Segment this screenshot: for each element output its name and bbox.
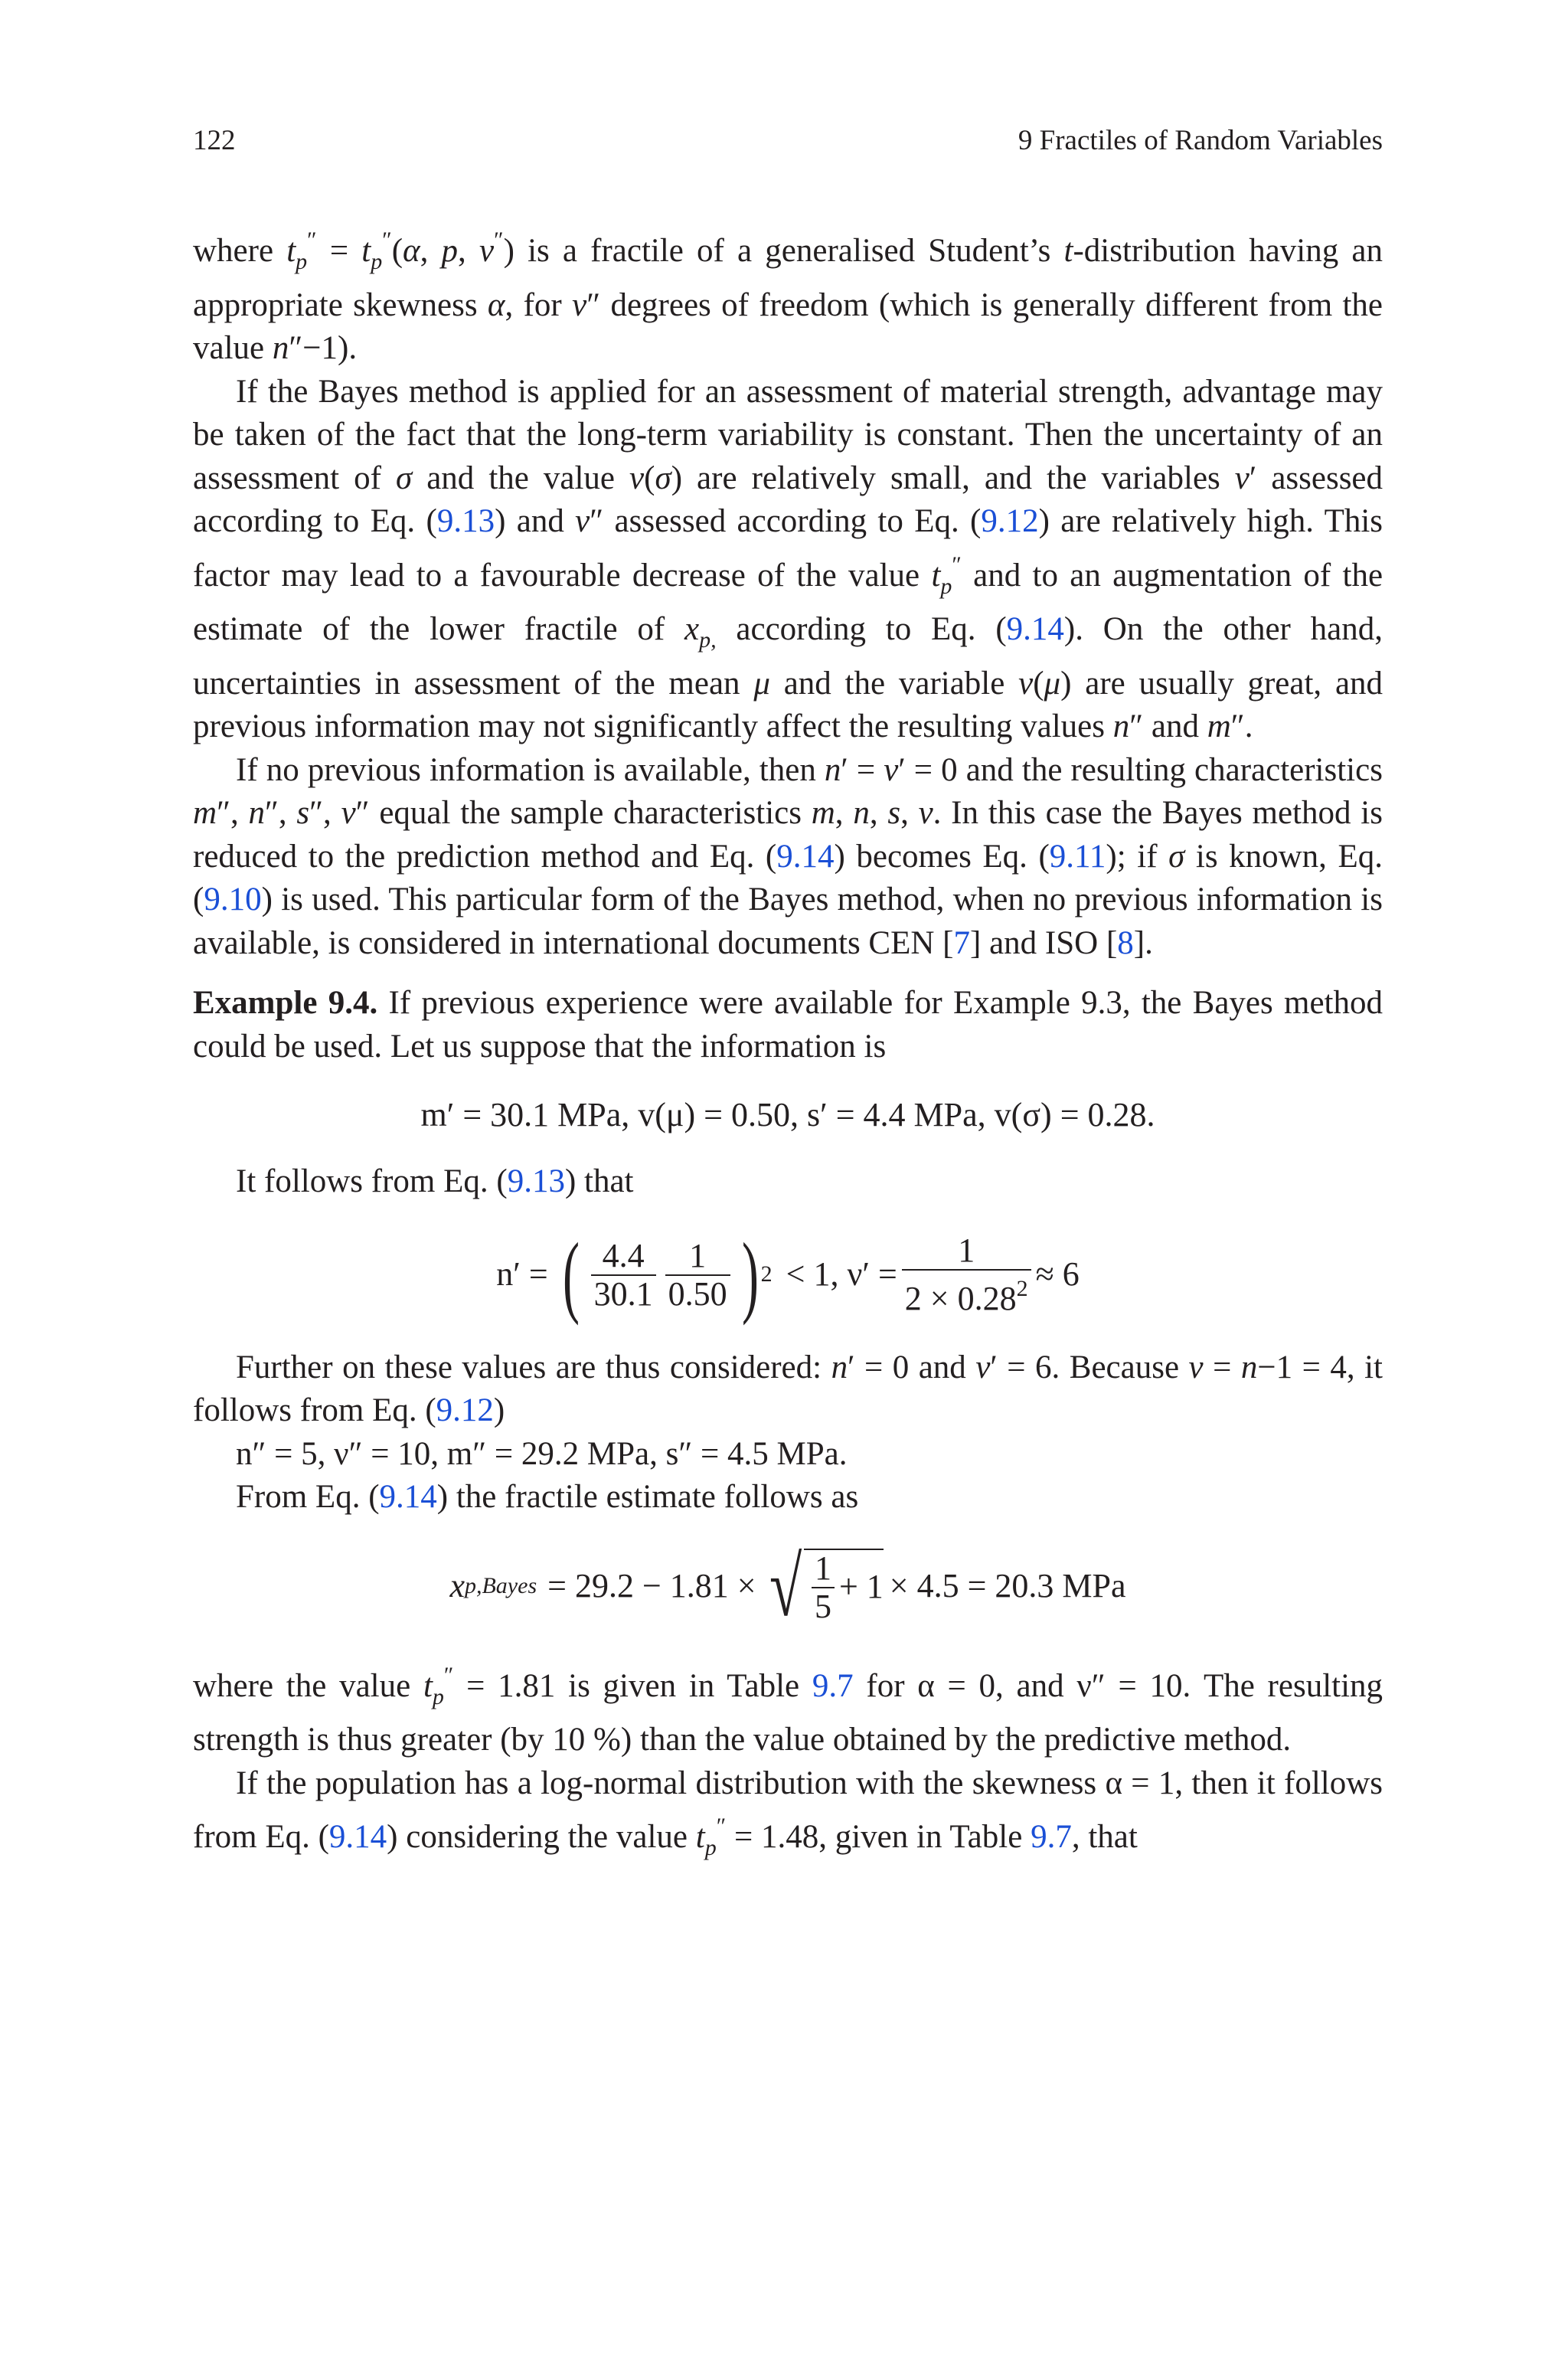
- citation-link[interactable]: 8: [1117, 924, 1134, 961]
- from-line: From Eq. (9.14) the fractile estimate follows as: [236, 1479, 859, 1515]
- eq-ref-link[interactable]: 9.14: [1006, 611, 1064, 647]
- body-text: [193, 219, 1383, 1870]
- example-label: Example 9.4.: [193, 985, 378, 1021]
- posterior-values-line: n″ = 5, ν″ = 10, m″ = 29.2 MPa, s″ = 4.5 MPa.: [236, 1435, 848, 1472]
- page-number: 122: [193, 125, 236, 156]
- eq-ref-link[interactable]: 9.14: [776, 838, 835, 875]
- where-value-paragraph: where the value $t_p'' = 1.81$ is given in Table 9.7 for α = 0, and ν″ = 10. The resulting strength is thus greater (by 10 %) than the value obtained by the predictive method.: [193, 1662, 1383, 1758]
- log-normal-paragraph: If the population has a log-normal distribution with the skewness α = 1, then it follows from Eq. (9.14) considering the value $t_p'' = 1.48$, given in Table 9.7, that: [193, 1765, 1383, 1860]
- equation-given-values: m′ = 30.1 MPa, v(μ) = 0.50, s′ = 4.4 MPa, v(σ) = 0.28.: [420, 1095, 1155, 1133]
- eq-ref-link[interactable]: 9.12: [436, 1392, 494, 1428]
- equation-x-bayes: x p,Bayes = 29.2 − 1.81 × √ $\frac{1}{5}$ + 1 × 4.5 = 20.3 MPa: [449, 1539, 1126, 1634]
- eq-ref-link[interactable]: 9.12: [981, 503, 1039, 539]
- chapter-title: 9 Fractiles of Random Variables: [1018, 125, 1383, 156]
- citation-link[interactable]: 7: [953, 924, 970, 961]
- eq-ref-link[interactable]: 9.11: [1049, 838, 1106, 875]
- running-head: [193, 124, 1383, 158]
- paragraph-1: where $t_p'' = t_p''(\alpha$, p, ν″) is a fractile of a generalised Student’s t-distribution having an appropriate skewness α, for ν″ degrees of freedom (which is generally different from the value n″−1).: [193, 227, 1383, 366]
- table-ref-link[interactable]: 9.7: [1031, 1819, 1072, 1855]
- example-paragraph: Example 9.4. If previous experience were available for Example 9.3, the Bayes method could be used. Let us suppose that the information is: [193, 985, 1383, 1065]
- further-paragraph: Further on these values are thus considered: n′ = 0 and ν′ = 6. Because ν = n−1 = 4, it follows from Eq. (9.12): [193, 1349, 1383, 1428]
- eq-ref-link[interactable]: 9.14: [379, 1479, 437, 1515]
- eq-ref-link[interactable]: 9.13: [436, 503, 495, 539]
- eq-ref-link[interactable]: 9.10: [204, 882, 262, 918]
- equation-n-prime: n′ = ( $\frac{4.4}{30.1}$ $\frac{1}{0.50}$ ) 2 < 1, ν′ = $\frac{1}{2 \times 0.28^2}$ ≈ 6: [496, 1223, 1080, 1326]
- eq-ref-link[interactable]: 9.14: [328, 1819, 387, 1855]
- table-ref-link[interactable]: 9.7: [812, 1667, 854, 1704]
- eq-ref-link[interactable]: 9.13: [507, 1163, 565, 1199]
- follows-line: It follows from Eq. (9.13) that: [236, 1163, 634, 1199]
- paragraph-2: If the Bayes method is applied for an assessment of material strength, advantage may be taken of the fact that the long-term variability is constant. Then the uncertainty of an assessment of σ and the value v(σ) are relatively small, and the variables ν′ assessed according to Eq. (9.13) and ν″ assessed according to Eq. (9.12) are relatively high. This factor may lead to a favourable decrease of the value $t_p''$ and to an augmentation of the estimate of the lower fractile of $x_{p,}$ according to Eq. (9.14). On the other hand, uncertainties in assessment of the mean μ and the variable v(μ) are usually great, and previous information may not significantly affect the resulting values n″ and m″.: [193, 373, 1383, 744]
- paragraph-3: If no previous information is available, then n′ = ν′ = 0 and the resulting characteristics m″, n″, s″, ν″ equal the sample characteristics m, n, s, ν. In this case the Bayes method is reduced to the prediction method and Eq. (9.14) becomes Eq. (9.11); if σ is known, Eq. (9.10) is used. This particular form of the Bayes method, when no previous information is available, is considered in international documents CEN [7] and ISO [8].: [193, 751, 1383, 961]
